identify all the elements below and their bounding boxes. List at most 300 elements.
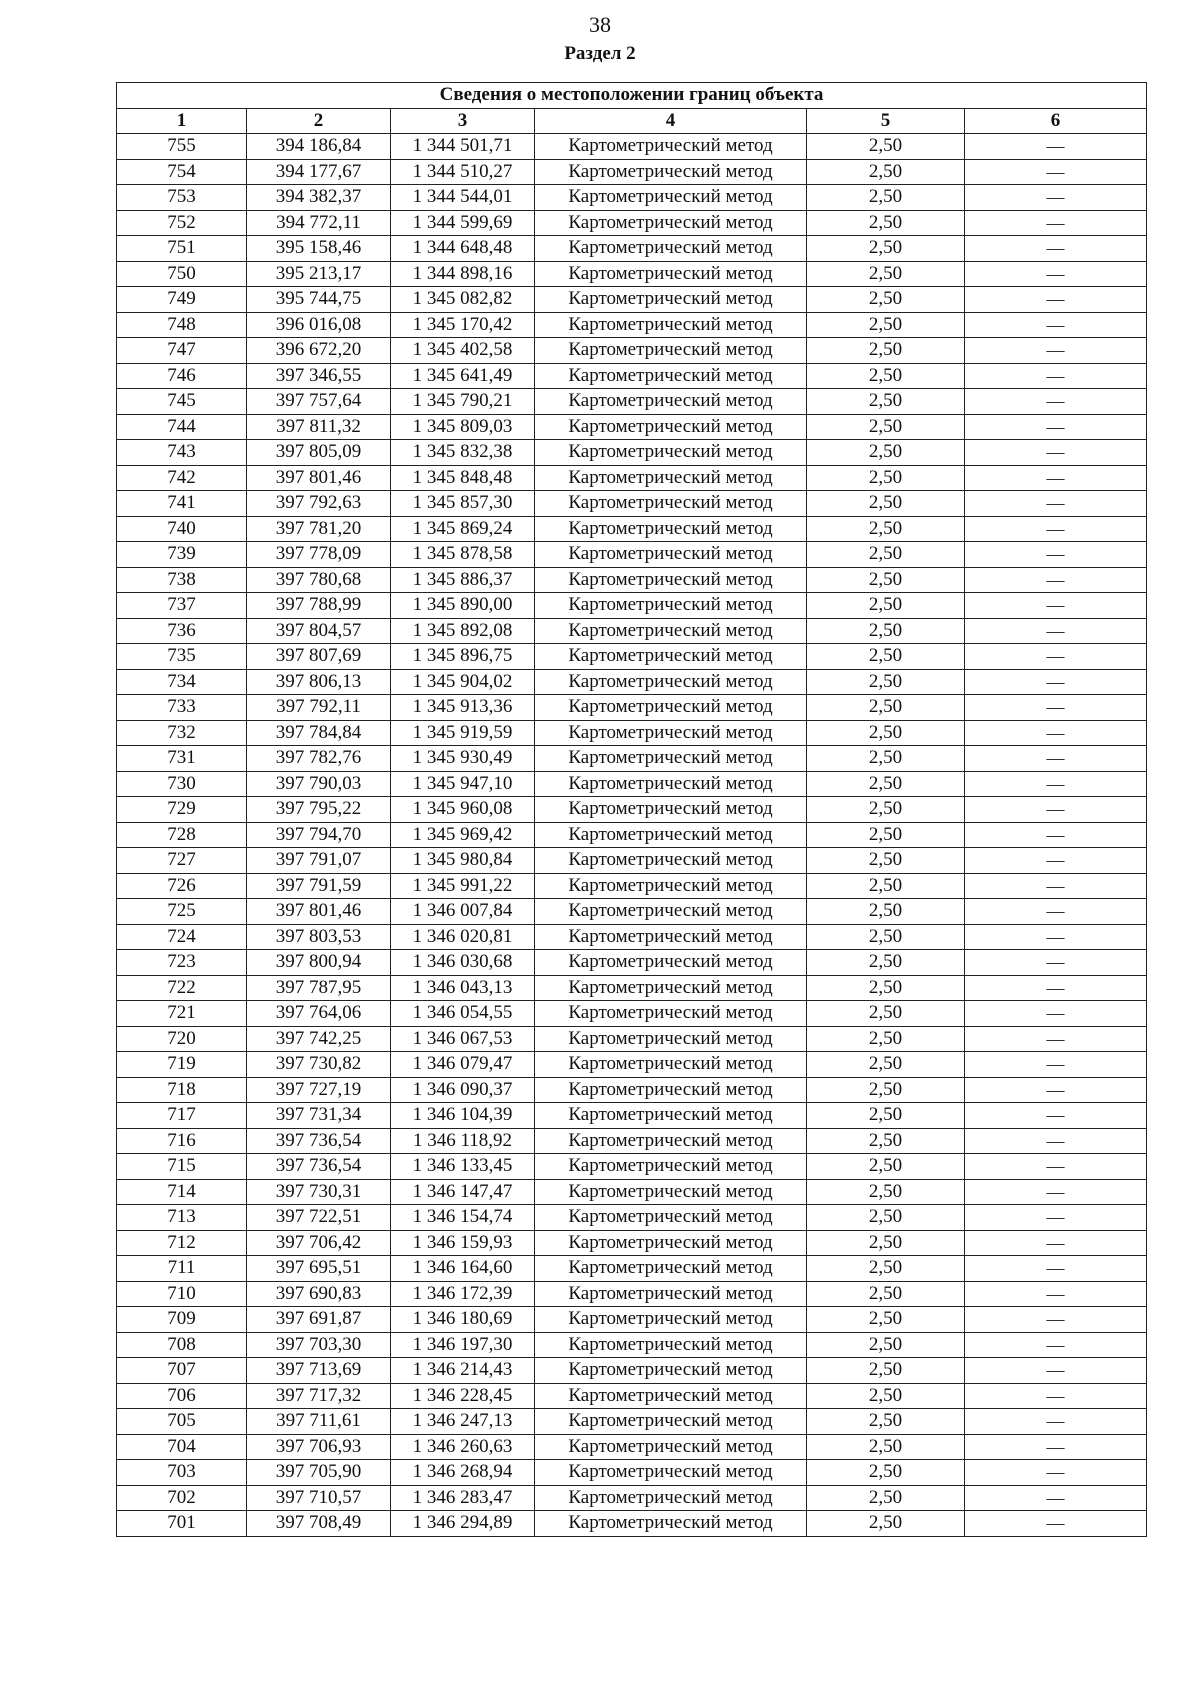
description-cell: — xyxy=(965,1511,1147,1537)
accuracy-cell: 2,50 xyxy=(807,185,965,211)
table-row xyxy=(117,1409,1147,1435)
description-cell: — xyxy=(965,695,1147,721)
section-title: Раздел 2 xyxy=(564,43,636,64)
x-coordinate-cell: 397 703,30 xyxy=(247,1332,391,1358)
x-coordinate-cell: 397 791,59 xyxy=(247,873,391,899)
method-cell: Картометрический метод xyxy=(535,1001,807,1027)
column-header: 1 xyxy=(117,108,247,134)
y-coordinate-cell: 1 344 544,01 xyxy=(391,185,535,211)
method-cell: Картометрический метод xyxy=(535,822,807,848)
table-row xyxy=(117,975,1147,1001)
column-header: 5 xyxy=(807,108,965,134)
accuracy-cell: 2,50 xyxy=(807,771,965,797)
point-number-cell: 729 xyxy=(117,797,247,823)
x-coordinate-cell: 394 772,11 xyxy=(247,210,391,236)
method-cell: Картометрический метод xyxy=(535,924,807,950)
method-cell: Картометрический метод xyxy=(535,287,807,313)
point-number-cell: 751 xyxy=(117,236,247,262)
y-coordinate-cell: 1 345 832,38 xyxy=(391,440,535,466)
point-number-cell: 731 xyxy=(117,746,247,772)
x-coordinate-cell: 397 803,53 xyxy=(247,924,391,950)
method-cell: Картометрический метод xyxy=(535,695,807,721)
y-coordinate-cell: 1 345 848,48 xyxy=(391,465,535,491)
accuracy-cell: 2,50 xyxy=(807,873,965,899)
description-cell: — xyxy=(965,1434,1147,1460)
x-coordinate-cell: 397 778,09 xyxy=(247,542,391,568)
accuracy-cell: 2,50 xyxy=(807,1281,965,1307)
method-cell: Картометрический метод xyxy=(535,746,807,772)
method-cell: Картометрический метод xyxy=(535,516,807,542)
accuracy-cell: 2,50 xyxy=(807,1434,965,1460)
method-cell: Картометрический метод xyxy=(535,1103,807,1129)
description-cell: — xyxy=(965,1383,1147,1409)
x-coordinate-cell: 397 792,11 xyxy=(247,695,391,721)
accuracy-cell: 2,50 xyxy=(807,1460,965,1486)
y-coordinate-cell: 1 345 878,58 xyxy=(391,542,535,568)
y-coordinate-cell: 1 346 104,39 xyxy=(391,1103,535,1129)
x-coordinate-cell: 397 782,76 xyxy=(247,746,391,772)
table-row xyxy=(117,1077,1147,1103)
method-cell: Картометрический метод xyxy=(535,1128,807,1154)
y-coordinate-cell: 1 345 896,75 xyxy=(391,644,535,670)
point-number-cell: 702 xyxy=(117,1485,247,1511)
x-coordinate-cell: 397 811,32 xyxy=(247,414,391,440)
accuracy-cell: 2,50 xyxy=(807,1154,965,1180)
point-number-cell: 752 xyxy=(117,210,247,236)
table-row xyxy=(117,312,1147,338)
accuracy-cell: 2,50 xyxy=(807,848,965,874)
description-cell: — xyxy=(965,516,1147,542)
point-number-cell: 742 xyxy=(117,465,247,491)
accuracy-cell: 2,50 xyxy=(807,1103,965,1129)
accuracy-cell: 2,50 xyxy=(807,746,965,772)
point-number-cell: 701 xyxy=(117,1511,247,1537)
x-coordinate-cell: 397 807,69 xyxy=(247,644,391,670)
description-cell: — xyxy=(965,465,1147,491)
column-header: 4 xyxy=(535,108,807,134)
y-coordinate-cell: 1 346 043,13 xyxy=(391,975,535,1001)
method-cell: Картометрический метод xyxy=(535,1460,807,1486)
method-cell: Картометрический метод xyxy=(535,797,807,823)
x-coordinate-cell: 397 713,69 xyxy=(247,1358,391,1384)
point-number-cell: 741 xyxy=(117,491,247,517)
description-cell: — xyxy=(965,1128,1147,1154)
point-number-cell: 740 xyxy=(117,516,247,542)
table-row xyxy=(117,567,1147,593)
x-coordinate-cell: 397 780,68 xyxy=(247,567,391,593)
table-row xyxy=(117,363,1147,389)
table-row xyxy=(117,389,1147,415)
point-number-cell: 710 xyxy=(117,1281,247,1307)
table-row xyxy=(117,1154,1147,1180)
accuracy-cell: 2,50 xyxy=(807,1077,965,1103)
description-cell: — xyxy=(965,1179,1147,1205)
y-coordinate-cell: 1 346 164,60 xyxy=(391,1256,535,1282)
column-header: 3 xyxy=(391,108,535,134)
y-coordinate-cell: 1 346 180,69 xyxy=(391,1307,535,1333)
table-row xyxy=(117,542,1147,568)
description-cell: — xyxy=(965,414,1147,440)
point-number-cell: 703 xyxy=(117,1460,247,1486)
y-coordinate-cell: 1 345 790,21 xyxy=(391,389,535,415)
point-number-cell: 745 xyxy=(117,389,247,415)
x-coordinate-cell: 397 788,99 xyxy=(247,593,391,619)
accuracy-cell: 2,50 xyxy=(807,389,965,415)
y-coordinate-cell: 1 346 020,81 xyxy=(391,924,535,950)
column-header-row xyxy=(117,108,1147,134)
y-coordinate-cell: 1 345 991,22 xyxy=(391,873,535,899)
description-cell: — xyxy=(965,746,1147,772)
accuracy-cell: 2,50 xyxy=(807,363,965,389)
description-cell: — xyxy=(965,848,1147,874)
table-row xyxy=(117,1052,1147,1078)
x-coordinate-cell: 397 691,87 xyxy=(247,1307,391,1333)
description-cell: — xyxy=(965,567,1147,593)
method-cell: Картометрический метод xyxy=(535,542,807,568)
y-coordinate-cell: 1 345 960,08 xyxy=(391,797,535,823)
point-number-cell: 725 xyxy=(117,899,247,925)
table-row xyxy=(117,465,1147,491)
table-row xyxy=(117,644,1147,670)
point-number-cell: 734 xyxy=(117,669,247,695)
table-row xyxy=(117,261,1147,287)
y-coordinate-cell: 1 345 969,42 xyxy=(391,822,535,848)
description-cell: — xyxy=(965,1460,1147,1486)
description-cell: — xyxy=(965,822,1147,848)
table-row xyxy=(117,593,1147,619)
y-coordinate-cell: 1 346 090,37 xyxy=(391,1077,535,1103)
table-row xyxy=(117,491,1147,517)
description-cell: — xyxy=(965,771,1147,797)
x-coordinate-cell: 397 801,46 xyxy=(247,465,391,491)
x-coordinate-cell: 396 016,08 xyxy=(247,312,391,338)
accuracy-cell: 2,50 xyxy=(807,1230,965,1256)
accuracy-cell: 2,50 xyxy=(807,414,965,440)
description-cell: — xyxy=(965,950,1147,976)
description-cell: — xyxy=(965,899,1147,925)
accuracy-cell: 2,50 xyxy=(807,1358,965,1384)
x-coordinate-cell: 395 213,17 xyxy=(247,261,391,287)
accuracy-cell: 2,50 xyxy=(807,797,965,823)
description-cell: — xyxy=(965,873,1147,899)
y-coordinate-cell: 1 346 007,84 xyxy=(391,899,535,925)
table-row xyxy=(117,210,1147,236)
description-cell: — xyxy=(965,1026,1147,1052)
x-coordinate-cell: 397 690,83 xyxy=(247,1281,391,1307)
y-coordinate-cell: 1 344 648,48 xyxy=(391,236,535,262)
y-coordinate-cell: 1 344 510,27 xyxy=(391,159,535,185)
accuracy-cell: 2,50 xyxy=(807,1485,965,1511)
method-cell: Картометрический метод xyxy=(535,644,807,670)
y-coordinate-cell: 1 346 268,94 xyxy=(391,1460,535,1486)
method-cell: Картометрический метод xyxy=(535,669,807,695)
accuracy-cell: 2,50 xyxy=(807,822,965,848)
method-cell: Картометрический метод xyxy=(535,593,807,619)
accuracy-cell: 2,50 xyxy=(807,950,965,976)
method-cell: Картометрический метод xyxy=(535,1205,807,1231)
column-header: 6 xyxy=(965,108,1147,134)
point-number-cell: 711 xyxy=(117,1256,247,1282)
method-cell: Картометрический метод xyxy=(535,312,807,338)
point-number-cell: 721 xyxy=(117,1001,247,1027)
table-row xyxy=(117,873,1147,899)
x-coordinate-cell: 397 706,93 xyxy=(247,1434,391,1460)
table-row xyxy=(117,440,1147,466)
table-row xyxy=(117,771,1147,797)
description-cell: — xyxy=(965,338,1147,364)
method-cell: Картометрический метод xyxy=(535,134,807,160)
table-row xyxy=(117,746,1147,772)
y-coordinate-cell: 1 345 857,30 xyxy=(391,491,535,517)
x-coordinate-cell: 397 790,03 xyxy=(247,771,391,797)
x-coordinate-cell: 397 742,25 xyxy=(247,1026,391,1052)
description-cell: — xyxy=(965,261,1147,287)
accuracy-cell: 2,50 xyxy=(807,1001,965,1027)
table-row xyxy=(117,1434,1147,1460)
accuracy-cell: 2,50 xyxy=(807,1511,965,1537)
y-coordinate-cell: 1 346 030,68 xyxy=(391,950,535,976)
y-coordinate-cell: 1 345 904,02 xyxy=(391,669,535,695)
point-number-cell: 736 xyxy=(117,618,247,644)
x-coordinate-cell: 396 672,20 xyxy=(247,338,391,364)
accuracy-cell: 2,50 xyxy=(807,593,965,619)
point-number-cell: 715 xyxy=(117,1154,247,1180)
y-coordinate-cell: 1 345 890,00 xyxy=(391,593,535,619)
caption-row xyxy=(117,83,1147,109)
y-coordinate-cell: 1 345 947,10 xyxy=(391,771,535,797)
x-coordinate-cell: 397 792,63 xyxy=(247,491,391,517)
x-coordinate-cell: 397 730,82 xyxy=(247,1052,391,1078)
x-coordinate-cell: 397 727,19 xyxy=(247,1077,391,1103)
accuracy-cell: 2,50 xyxy=(807,236,965,262)
description-cell: — xyxy=(965,720,1147,746)
accuracy-cell: 2,50 xyxy=(807,899,965,925)
table-row xyxy=(117,1460,1147,1486)
table-head xyxy=(117,83,1147,134)
table-body xyxy=(117,134,1147,1537)
point-number-cell: 744 xyxy=(117,414,247,440)
method-cell: Картометрический метод xyxy=(535,236,807,262)
y-coordinate-cell: 1 345 170,42 xyxy=(391,312,535,338)
table-row xyxy=(117,618,1147,644)
accuracy-cell: 2,50 xyxy=(807,491,965,517)
y-coordinate-cell: 1 345 082,82 xyxy=(391,287,535,313)
method-cell: Картометрический метод xyxy=(535,950,807,976)
description-cell: — xyxy=(965,185,1147,211)
table-row xyxy=(117,1103,1147,1129)
description-cell: — xyxy=(965,159,1147,185)
method-cell: Картометрический метод xyxy=(535,567,807,593)
x-coordinate-cell: 397 706,42 xyxy=(247,1230,391,1256)
accuracy-cell: 2,50 xyxy=(807,644,965,670)
table-row xyxy=(117,1332,1147,1358)
table-row xyxy=(117,414,1147,440)
point-number-cell: 743 xyxy=(117,440,247,466)
method-cell: Картометрический метод xyxy=(535,261,807,287)
description-cell: — xyxy=(965,1281,1147,1307)
method-cell: Картометрический метод xyxy=(535,848,807,874)
point-number-cell: 738 xyxy=(117,567,247,593)
x-coordinate-cell: 395 744,75 xyxy=(247,287,391,313)
point-number-cell: 733 xyxy=(117,695,247,721)
y-coordinate-cell: 1 345 892,08 xyxy=(391,618,535,644)
table-row xyxy=(117,338,1147,364)
point-number-cell: 754 xyxy=(117,159,247,185)
x-coordinate-cell: 397 794,70 xyxy=(247,822,391,848)
point-number-cell: 749 xyxy=(117,287,247,313)
accuracy-cell: 2,50 xyxy=(807,134,965,160)
accuracy-cell: 2,50 xyxy=(807,1307,965,1333)
method-cell: Картометрический метод xyxy=(535,1230,807,1256)
table-row xyxy=(117,1205,1147,1231)
table-row xyxy=(117,848,1147,874)
y-coordinate-cell: 1 346 159,93 xyxy=(391,1230,535,1256)
accuracy-cell: 2,50 xyxy=(807,1026,965,1052)
method-cell: Картометрический метод xyxy=(535,414,807,440)
accuracy-cell: 2,50 xyxy=(807,516,965,542)
table-row xyxy=(117,185,1147,211)
description-cell: — xyxy=(965,440,1147,466)
y-coordinate-cell: 1 346 214,43 xyxy=(391,1358,535,1384)
description-cell: — xyxy=(965,1205,1147,1231)
point-number-cell: 739 xyxy=(117,542,247,568)
table-row xyxy=(117,899,1147,925)
accuracy-cell: 2,50 xyxy=(807,1256,965,1282)
x-coordinate-cell: 395 158,46 xyxy=(247,236,391,262)
point-number-cell: 720 xyxy=(117,1026,247,1052)
x-coordinate-cell: 397 787,95 xyxy=(247,975,391,1001)
method-cell: Картометрический метод xyxy=(535,1332,807,1358)
accuracy-cell: 2,50 xyxy=(807,1205,965,1231)
table-row xyxy=(117,669,1147,695)
accuracy-cell: 2,50 xyxy=(807,159,965,185)
point-number-cell: 719 xyxy=(117,1052,247,1078)
y-coordinate-cell: 1 345 402,58 xyxy=(391,338,535,364)
x-coordinate-cell: 397 784,84 xyxy=(247,720,391,746)
method-cell: Картометрический метод xyxy=(535,975,807,1001)
point-number-cell: 716 xyxy=(117,1128,247,1154)
point-number-cell: 718 xyxy=(117,1077,247,1103)
x-coordinate-cell: 397 346,55 xyxy=(247,363,391,389)
y-coordinate-cell: 1 345 809,03 xyxy=(391,414,535,440)
y-coordinate-cell: 1 345 641,49 xyxy=(391,363,535,389)
method-cell: Картометрический метод xyxy=(535,1179,807,1205)
x-coordinate-cell: 397 805,09 xyxy=(247,440,391,466)
accuracy-cell: 2,50 xyxy=(807,542,965,568)
accuracy-cell: 2,50 xyxy=(807,618,965,644)
description-cell: — xyxy=(965,1154,1147,1180)
y-coordinate-cell: 1 345 869,24 xyxy=(391,516,535,542)
x-coordinate-cell: 397 804,57 xyxy=(247,618,391,644)
y-coordinate-cell: 1 346 283,47 xyxy=(391,1485,535,1511)
accuracy-cell: 2,50 xyxy=(807,465,965,491)
description-cell: — xyxy=(965,797,1147,823)
x-coordinate-cell: 397 795,22 xyxy=(247,797,391,823)
x-coordinate-cell: 397 764,06 xyxy=(247,1001,391,1027)
point-number-cell: 732 xyxy=(117,720,247,746)
accuracy-cell: 2,50 xyxy=(807,210,965,236)
point-number-cell: 746 xyxy=(117,363,247,389)
table-row xyxy=(117,287,1147,313)
method-cell: Картометрический метод xyxy=(535,1383,807,1409)
point-number-cell: 747 xyxy=(117,338,247,364)
description-cell: — xyxy=(965,593,1147,619)
method-cell: Картометрический метод xyxy=(535,1077,807,1103)
accuracy-cell: 2,50 xyxy=(807,1179,965,1205)
point-number-cell: 748 xyxy=(117,312,247,338)
method-cell: Картометрический метод xyxy=(535,1256,807,1282)
table-row xyxy=(117,1179,1147,1205)
method-cell: Картометрический метод xyxy=(535,720,807,746)
x-coordinate-cell: 397 730,31 xyxy=(247,1179,391,1205)
accuracy-cell: 2,50 xyxy=(807,1332,965,1358)
y-coordinate-cell: 1 345 919,59 xyxy=(391,720,535,746)
point-number-cell: 727 xyxy=(117,848,247,874)
x-coordinate-cell: 397 695,51 xyxy=(247,1256,391,1282)
x-coordinate-cell: 397 801,46 xyxy=(247,899,391,925)
table-row xyxy=(117,720,1147,746)
accuracy-cell: 2,50 xyxy=(807,567,965,593)
method-cell: Картометрический метод xyxy=(535,1281,807,1307)
description-cell: — xyxy=(965,1077,1147,1103)
description-cell: — xyxy=(965,1332,1147,1358)
y-coordinate-cell: 1 346 154,74 xyxy=(391,1205,535,1231)
y-coordinate-cell: 1 346 133,45 xyxy=(391,1154,535,1180)
x-coordinate-cell: 397 717,32 xyxy=(247,1383,391,1409)
method-cell: Картометрический метод xyxy=(535,210,807,236)
description-cell: — xyxy=(965,618,1147,644)
table-row xyxy=(117,797,1147,823)
boundary-coordinates-table xyxy=(116,82,1147,1537)
method-cell: Картометрический метод xyxy=(535,389,807,415)
y-coordinate-cell: 1 346 147,47 xyxy=(391,1179,535,1205)
table-row xyxy=(117,1001,1147,1027)
point-number-cell: 713 xyxy=(117,1205,247,1231)
description-cell: — xyxy=(965,924,1147,950)
y-coordinate-cell: 1 346 079,47 xyxy=(391,1052,535,1078)
y-coordinate-cell: 1 346 197,30 xyxy=(391,1332,535,1358)
table-row xyxy=(117,159,1147,185)
x-coordinate-cell: 397 710,57 xyxy=(247,1485,391,1511)
description-cell: — xyxy=(965,542,1147,568)
description-cell: — xyxy=(965,975,1147,1001)
y-coordinate-cell: 1 346 172,39 xyxy=(391,1281,535,1307)
y-coordinate-cell: 1 346 067,53 xyxy=(391,1026,535,1052)
table-row xyxy=(117,236,1147,262)
y-coordinate-cell: 1 344 501,71 xyxy=(391,134,535,160)
method-cell: Картометрический метод xyxy=(535,1307,807,1333)
x-coordinate-cell: 397 736,54 xyxy=(247,1154,391,1180)
method-cell: Картометрический метод xyxy=(535,491,807,517)
point-number-cell: 717 xyxy=(117,1103,247,1129)
point-number-cell: 737 xyxy=(117,593,247,619)
method-cell: Картометрический метод xyxy=(535,1154,807,1180)
method-cell: Картометрический метод xyxy=(535,1434,807,1460)
description-cell: — xyxy=(965,312,1147,338)
point-number-cell: 753 xyxy=(117,185,247,211)
y-coordinate-cell: 1 345 980,84 xyxy=(391,848,535,874)
accuracy-cell: 2,50 xyxy=(807,720,965,746)
method-cell: Картометрический метод xyxy=(535,1052,807,1078)
point-number-cell: 705 xyxy=(117,1409,247,1435)
description-cell: — xyxy=(965,287,1147,313)
description-cell: — xyxy=(965,236,1147,262)
method-cell: Картометрический метод xyxy=(535,1485,807,1511)
description-cell: — xyxy=(965,1307,1147,1333)
point-number-cell: 730 xyxy=(117,771,247,797)
point-number-cell: 728 xyxy=(117,822,247,848)
table-row xyxy=(117,1230,1147,1256)
